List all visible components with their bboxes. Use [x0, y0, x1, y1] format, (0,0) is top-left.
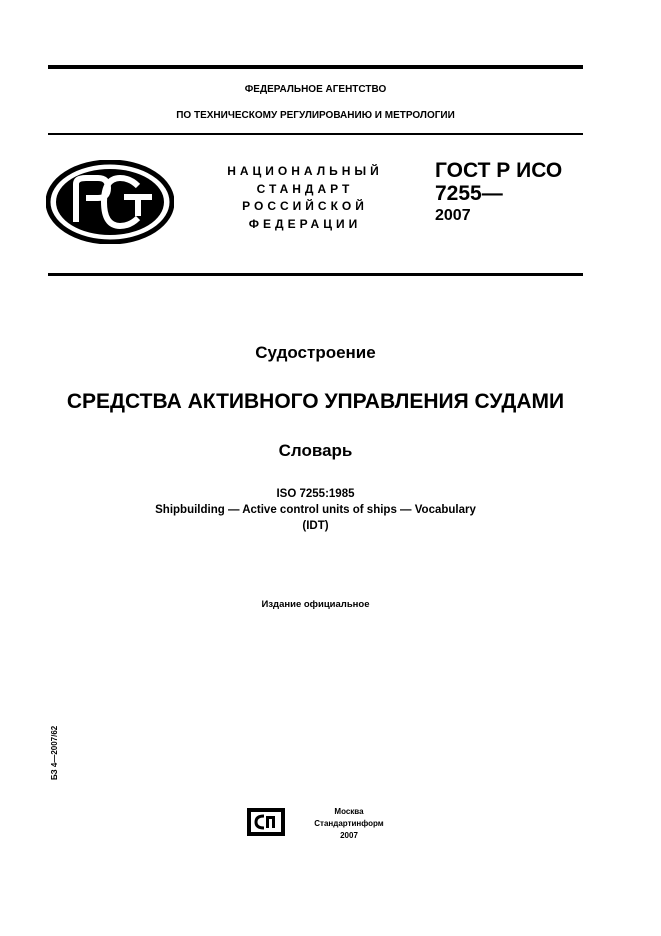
publisher-name: Стандартинформ — [314, 819, 384, 828]
rst-logo-icon — [46, 160, 174, 244]
agency-line-2: ПО ТЕХНИЧЕСКОМУ РЕГУЛИРОВАНИЮ И МЕТРОЛОГИИ — [176, 110, 455, 121]
iso-equivalence: (IDT) — [302, 520, 329, 532]
national-standard-block — [205, 163, 405, 233]
national-standard-line-4: ФЕДЕРАЦИИ — [248, 216, 362, 231]
designation-line-3: 2007 — [435, 207, 471, 224]
standartinform-logo-icon — [246, 807, 286, 837]
publisher-year: 2007 — [340, 831, 358, 840]
subject-title: Судостроение — [255, 343, 376, 362]
national-standard-line-1: НАЦИОНАЛЬНЫЙ — [227, 164, 383, 178]
edition-label: Издание официальное — [261, 599, 370, 610]
national-standard-line-2: СТАНДАРТ — [256, 181, 354, 196]
publisher-city: Москва — [334, 807, 364, 816]
standard-designation — [435, 159, 562, 227]
designation-line-1: ГОСТ Р ИСО — [435, 159, 563, 182]
top-rule — [48, 65, 583, 69]
main-title: СРЕДСТВА АКТИВНОГО УПРАВЛЕНИЯ СУДАМИ — [66, 390, 565, 413]
iso-english-title: Shipbuilding — Active control units of ships — Vocabulary — [155, 504, 476, 516]
middle-rule — [48, 133, 583, 135]
document-kind: Словарь — [278, 441, 353, 460]
national-standard-line-3: РОССИЙСКОЙ — [242, 199, 368, 213]
designation-line-2: 7255— — [435, 182, 503, 205]
publisher-block — [304, 806, 394, 842]
side-code: БЗ 4—2007/62 — [50, 725, 59, 780]
bottom-rule — [48, 273, 583, 276]
iso-reference-block — [0, 486, 646, 534]
iso-ref: ISO 7255:1985 — [276, 488, 355, 500]
agency-line-1: ФЕДЕРАЛЬНОЕ АГЕНТСТВО — [244, 84, 387, 95]
